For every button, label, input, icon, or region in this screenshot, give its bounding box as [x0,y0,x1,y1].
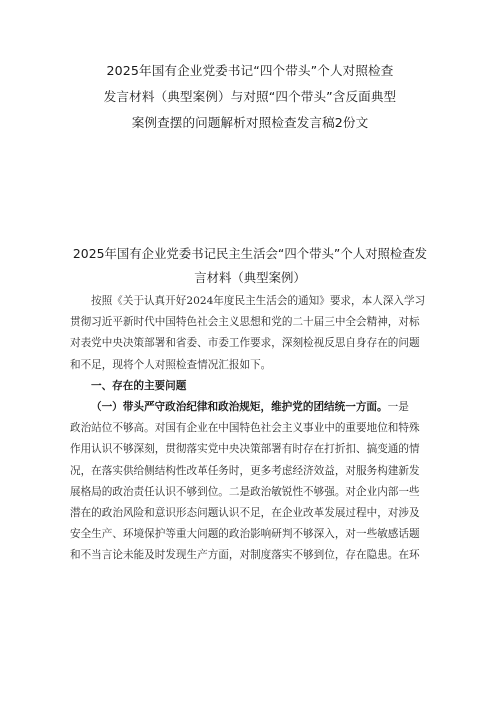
document-title-line: 2025年国有企业党委书记民主生活会“四个带头”个人对照检查发 [72,246,428,261]
subsection-text: 一是 [387,401,409,414]
intro-paragraph-line: 和不足，现将个人对照检查情况汇报如下。 [70,358,272,371]
subsection-heading-line [70,397,436,418]
document-title [40,242,460,290]
body-paragraph-line: 潜在的政治风险和意识形态问题认识不足，在企业改革发展过程中，对涉及 [70,507,420,520]
body-paragraph-line: 况，在落实供给侧结构性改革任务时，更多考虑经济效益，对服务构建新发 [70,464,420,477]
intro-paragraph-line: 对表党中央决策部署和省委、市委工作要求，深刻检视反思自身存在的问题 [70,337,420,350]
intro-paragraph-line: 贯彻习近平新时代中国特色社会主义思想和党的二十届三中全会精神，对标 [70,316,420,329]
body-paragraph-line: 和不当言论未能及时发现生产方面，对制度落实不够到位，存在隐患。在环 [70,549,420,562]
section-heading: 一、存在的主要问题 [91,379,187,392]
intro-paragraph-line: 按照《关于认真开好2024年度民主生活会的通知》要求，本人深入学习 [91,295,426,307]
body-paragraph-line: 政治站位不够高。对国有企业在中国特色社会主义事业中的重要地位和特殊 [70,422,420,435]
body-paragraph-line: 展格局的政治责任认识不够到位。二是政治敏锐性不够强。对企业内部一些 [70,485,420,498]
body-paragraph-line: 安全生产、环境保护等重大问题的政治影响研判不够深入，对一些敏感话题 [70,528,420,541]
cover-title [60,58,440,136]
body-paragraph-line: 作用认识不够深刻，贯彻落实党中央决策部署有时存在打折扣、搞变通的情 [70,443,420,456]
cover-title-line: 2025年国有企业党委书记“四个带头”个人对照检查 [106,63,394,78]
subsection-heading: （一）带头严守政治纪律和政治规矩，维护党的团结统一方面。 [91,401,388,414]
document-body [70,291,436,567]
cover-title-line: 发言材料（典型案例）与对照“四个带头”含反面典型 [103,89,397,104]
document-title-line: 言材料（典型案例） [194,270,306,285]
cover-title-line: 案例查摆的问题解析对照检查发言稿2份文 [131,115,369,130]
